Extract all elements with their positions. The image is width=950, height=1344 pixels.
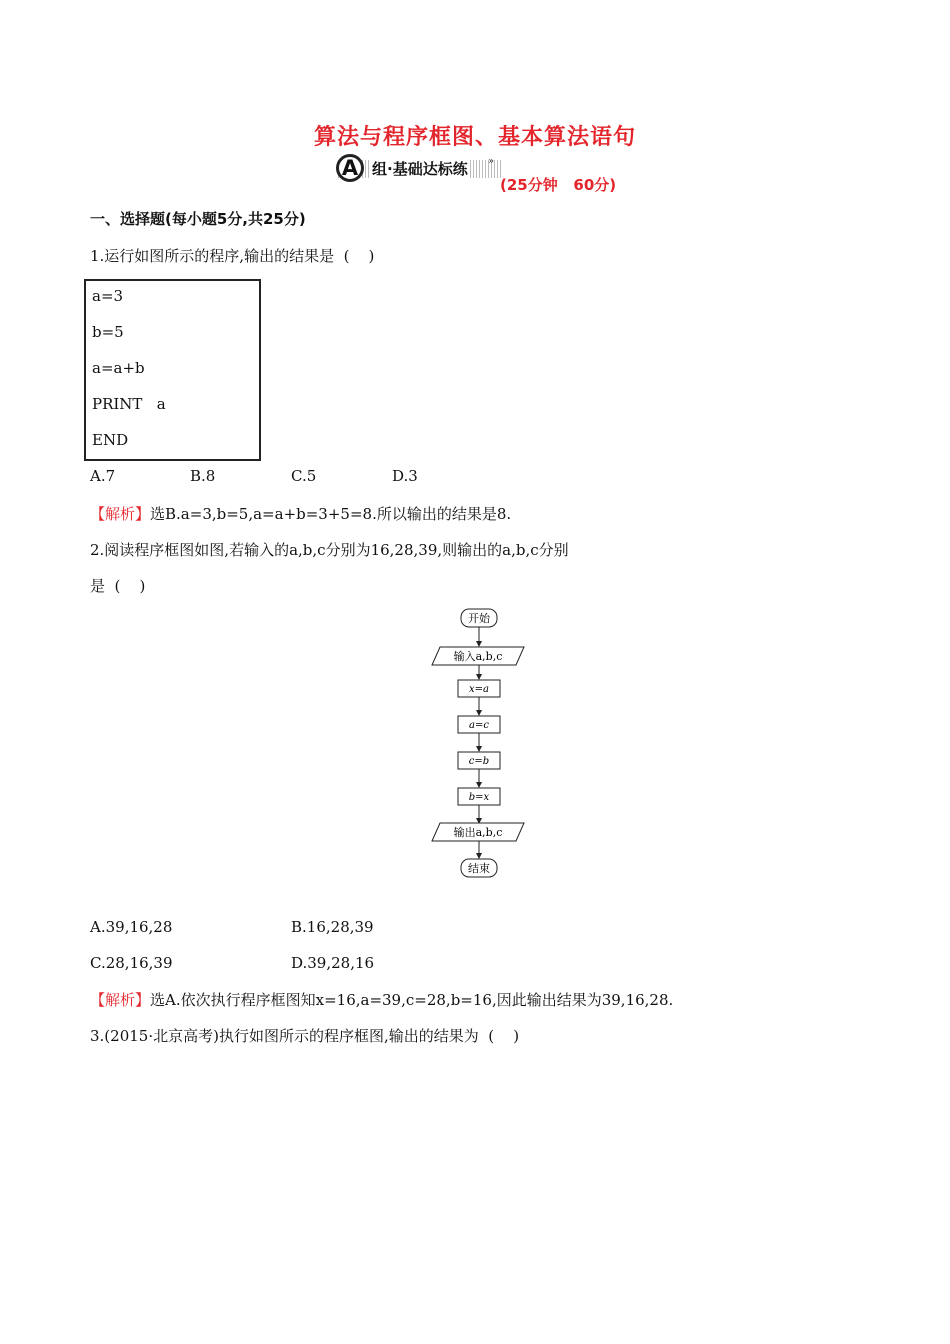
q2-option-d: D.39,28,16 (291, 954, 375, 972)
q2-option-c: C.28,16,39 (90, 954, 173, 972)
badge-text: 组·基础达标练 (372, 160, 468, 178)
analysis-text: 选B.a=3,b=5,a=a+b=3+5=8.所以输出的结果是8. (150, 505, 512, 523)
q1-analysis (90, 503, 511, 524)
q1-option-c: C.5 (291, 467, 317, 485)
q1-option-b: B.8 (190, 467, 216, 485)
q2-option-b: B.16,28,39 (291, 918, 374, 936)
flow-step-label: c=b (468, 756, 490, 767)
flow-end-label: 结束 (468, 862, 490, 875)
q2-stem-line2: 是 ( ) (90, 577, 146, 595)
group-badge (324, 152, 502, 186)
page-title: 算法与程序框图、基本算法语句 (313, 125, 636, 150)
flow-step-label: x=a (469, 684, 489, 695)
q3-stem: 3.(2015·北京高考)执行如图所示的程序框图,输出的结果为 ( ) (90, 1027, 520, 1045)
flow-step-label: b=x (468, 792, 490, 803)
q1-option-a: A.7 (90, 467, 116, 485)
code-line: a=a+b (92, 359, 145, 377)
q2-option-a: A.39,16,28 (90, 918, 173, 936)
analysis-tag: 【解析】 (90, 505, 151, 523)
analysis-text: 选A.依次执行程序框图知x=16,a=39,c=28,b=16,因此输出结果为39,16,28. (150, 991, 674, 1009)
flow-output-label: 输出a,b,c (453, 826, 503, 839)
flow-step-label: a=c (469, 720, 489, 731)
q1-option-d: D.3 (392, 467, 418, 485)
q2-analysis (90, 989, 673, 1010)
code-line: END (92, 431, 129, 449)
flow-start-label: 开始 (468, 612, 490, 625)
section-heading: 一、选择题(每小题5分,共25分) (90, 210, 306, 228)
time-note: (25分钟 60分) (500, 176, 617, 194)
q1-stem: 1.运行如图所示的程序,输出的结果是 ( ) (90, 247, 375, 265)
badge-letter: A (336, 154, 364, 182)
code-line: a=3 (92, 287, 124, 305)
badge-mark: » (488, 156, 495, 167)
flow-input-label: 输入a,b,c (453, 650, 503, 663)
code-line: b=5 (92, 323, 124, 341)
q2-stem-line1: 2.阅读程序框图如图,若输入的a,b,c分别为16,28,39,则输出的a,b,c分别 (90, 541, 569, 559)
q2-flowchart (420, 603, 540, 883)
q1-code-box (84, 279, 261, 461)
code-line: PRINT a (92, 395, 166, 413)
analysis-tag: 【解析】 (90, 991, 151, 1009)
